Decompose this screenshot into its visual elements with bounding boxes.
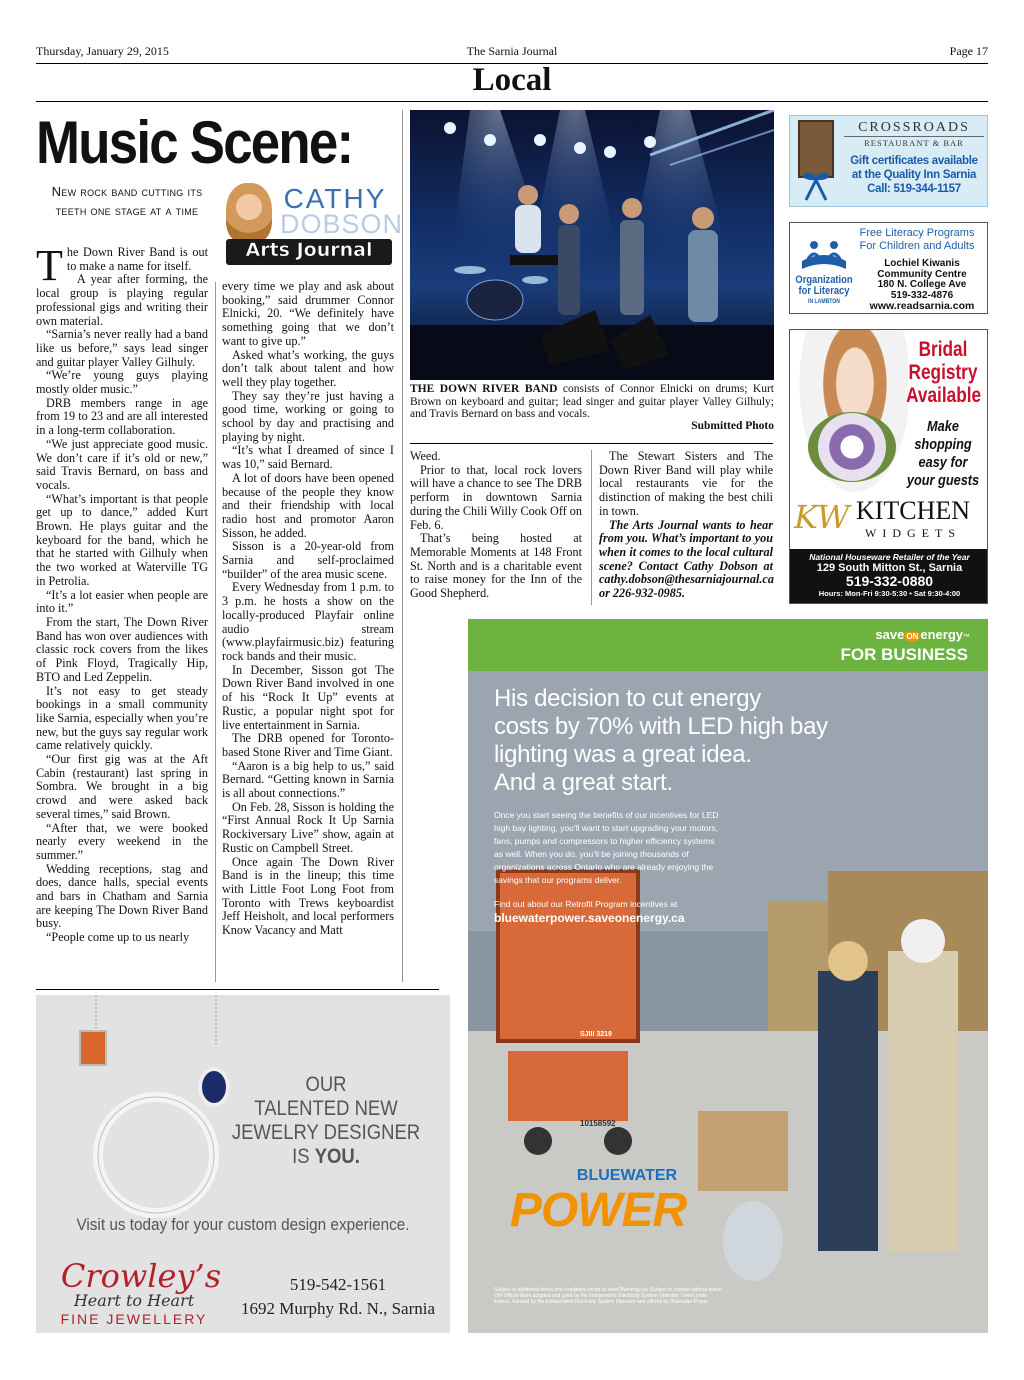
pendant-art: [36, 995, 236, 1235]
article-paragraph: A year after forming, the local group is playing regular professional gigs and writing their own material.: [36, 272, 208, 328]
article-column-1: [36, 241, 208, 945]
location-line: Community Centre: [877, 268, 967, 280]
paper-name: The Sarnia Journal: [466, 44, 558, 58]
article-paragraph: Weed.: [410, 449, 441, 463]
article-column-4: [599, 450, 773, 601]
drop-cap: T: [36, 241, 63, 290]
caption-text: consists of Connor Elnicki on drums; Kurt Brown on keyboard and guitar; lead singer and guitar player Valley Gilhuly; and Travis Bernard on bass and vocals.: [410, 383, 774, 420]
article-paragraph: “We just appreciate good music. We don’t care if it’s old or new,” said Travis Bernard, on bass and vocals.: [36, 436, 208, 492]
paragraph-text: he Down River Band is out to make a name for itself.: [66, 245, 208, 273]
brand-name: KITCHEN: [855, 496, 971, 525]
article-paragraph: Asked what’s working, the guys don’t talk about talent and how well they play together.: [222, 347, 394, 389]
save-on-energy-logo: [875, 627, 970, 642]
article-paragraph: DRB members range in age from 19 to 23 and are all interested in a long-term collaboration.: [36, 395, 208, 438]
logo-part: energy: [920, 627, 963, 642]
offer-phone: Call: 519-344-1157: [867, 183, 961, 195]
article-paragraph: It’s not easy to get steady bookings in a small community like Sarnia, especially when you’re new, but the guys say regular work came relatively quickly.: [36, 683, 208, 753]
jewellery-address: 1692 Murphy Rd. N., Sarnia: [240, 1299, 436, 1318]
crossroads-offer: [840, 154, 988, 196]
energy-header: [468, 619, 988, 671]
headline-line: TALENTED NEW: [254, 1097, 398, 1120]
article-paragraph: Once again The Down River Band is in the lineup; this time with Little Foot Long Foot from Toronto with Trews keyboardist Jeff Heisholt, and local performers Know Vacancy and Matt: [222, 854, 394, 938]
logo-on: ON: [906, 632, 919, 641]
article-paragraph: “What’s important is that people get up to dance,” added Kurt Brown. He plays guitar and the keyboard for the band, which he that he started with Gilhuly when the two worked at Waterville TG in Petrolia.: [36, 491, 208, 588]
headline-line: OUR: [305, 1073, 347, 1096]
article-paragraph: On Feb. 28, Sisson is holding the “First Annual Rock It Up Sarnia Rockiversary Live” show, again at Rustic on Campbell Street.: [222, 799, 394, 855]
crossroads-name: CROSSROADS: [844, 120, 984, 137]
headline-line: Free Literacy Programs: [859, 227, 975, 239]
store-address: 129 South Mitton St., Sarnia: [816, 562, 963, 574]
article-paragraph: They say they’re just having a good time, working or going to school by day and practising and playing by night.: [222, 388, 394, 444]
store-phone: 519-332-0880: [845, 573, 934, 589]
columnist-badge: [222, 183, 404, 267]
bridal-tagline: [905, 418, 982, 490]
bridal-title: [906, 338, 980, 407]
article-paragraph: “We’re young guys playing mostly older music.”: [36, 368, 208, 397]
bluewater-power-logo: POWER: [509, 1184, 687, 1237]
lift-id: 10158592: [580, 1119, 616, 1128]
photo-credit: Submitted Photo: [691, 420, 774, 432]
location-url[interactable]: www.readsarnia.com: [869, 300, 975, 312]
article-paragraph: “After that, we were booked nearly every weekend in the summer.”: [36, 820, 208, 862]
logo-trademark: ™: [963, 634, 970, 641]
store-hours: Hours: Mon-Fri 9:30-5:30 • Sat 9:30-4:00: [818, 589, 961, 598]
energy-url[interactable]: bluewaterpower.saveonenergy.ca: [494, 911, 685, 925]
offer-line: at the Quality Inn Sarnia: [851, 169, 977, 181]
article-headline: Music Scene:: [36, 109, 353, 176]
for-business: FOR BUSINESS: [840, 645, 968, 664]
headline-line: [229, 1145, 423, 1169]
column-rule: [591, 450, 592, 605]
article-paragraph: The DRB opened for Toronto-based Stone River and Time Giant.: [222, 731, 394, 759]
article-paragraph: The Stewart Sisters and The Down River Band will play while local restaurants vie for the distinction of making the best chili in town.: [599, 449, 773, 518]
column-rule: [402, 110, 403, 982]
article-paragraph: Every Wednesday from 1 p.m. to 3 p.m. he hosts a show on the locally-produced Playfair online audio stream (www.playfairmusic.biz) featuring rock bands and their music.: [222, 580, 394, 663]
tag-line: Make: [927, 418, 959, 435]
location-address: 180 N. College Ave: [877, 279, 967, 290]
article-paragraph: A lot of doors have been opened because of the people they know and their friendship with local radio host and promotor Aaron Sisson, he added.: [222, 470, 394, 540]
crowleys-jewellery-ad[interactable]: [36, 995, 450, 1333]
article-end-rule: [36, 989, 439, 990]
article-column-3: [410, 450, 582, 601]
folio: [36, 44, 988, 62]
issue-date: Thursday, January 29, 2015: [36, 44, 169, 58]
headline-line: lighting was a great idea.: [494, 741, 752, 768]
article-paragraph: “Our first gig was at the Aft Cabin (restaurant) last spring in Sombra. We brought in a big crowd and were asked back several times,” said Brown.: [36, 752, 208, 821]
bluewater-top: BLUEWATER: [576, 1167, 678, 1184]
kw-monogram: KW: [794, 498, 850, 536]
title-line: Available: [906, 384, 982, 407]
crossroads-sub: RESTAURANT & BAR: [864, 138, 964, 148]
page-number: Page 17: [949, 44, 988, 58]
photo-caption: [410, 383, 774, 421]
offer-line: Gift certificates available: [850, 155, 978, 167]
article-paragraph: “It’s a lot easier when people are into it.”: [36, 587, 208, 616]
title-line: Bridal: [918, 338, 968, 361]
location-phone: 519-332-4876: [890, 289, 954, 301]
article-paragraph: The Arts Journal wants to hear from you. What’s important to you when it comes to the local cultural scene? Contact Cathy Dobson at cathy.dobson@thesarniajournal.ca or 226-932-0985.: [599, 517, 774, 601]
literacy-logo: [795, 275, 853, 308]
literacy-location: [860, 259, 984, 312]
headline-line: His decision to cut energy: [494, 685, 762, 712]
energy-body: Once you start seeing the benefits of our incentives for LED high bay lighting, you’ll want to start upgrading your motors, fans, pumps and compressors to higher efficiency systems as well. When you do, you’ll be joining thousands of organizations across Ontario who are already enjoying the savings that our programs deliver.: [494, 810, 719, 885]
literacy-headline: [848, 227, 986, 253]
headline-emphasis: YOU.: [314, 1145, 360, 1168]
award-text: National Houseware Retailer of the Year: [809, 552, 970, 562]
jewellery-contact: [226, 1273, 450, 1321]
logo-line: for Literacy: [798, 285, 850, 297]
caption-rule: [410, 443, 773, 444]
store-info-bar: [790, 549, 988, 604]
crossroads-ad[interactable]: [789, 115, 988, 207]
article-paragraph: “Aaron is a big help to us,” said Bernard. “Getting known in Sarnia is all about connections.”: [222, 758, 394, 801]
energy-fine-print: Subject to additional terms and conditions found at saveONenergy.ca. Subject to change without notice. OM Official Mark adopted and used by the Independent Electricity System Operator. Used under licence. Funded by the Independent Electricity System Operator and offered by Bluewater Power.: [494, 1287, 724, 1305]
article-column-2: [222, 280, 394, 938]
article-paragraph: Sisson is a 20-year-old from Sarnia and self-proclaimed “builder” of the area music scene.: [222, 539, 394, 581]
caption-lead: THE DOWN RIVER BAND: [410, 383, 558, 395]
energy-headline: [494, 685, 974, 797]
logo-line: IN LAMBTON: [808, 299, 840, 305]
headline-line: JEWELRY DESIGNER: [231, 1121, 421, 1144]
section-title: Local: [472, 62, 552, 98]
headline-line: And a great start.: [494, 769, 673, 796]
jewellery-visit: Visit us today for your custom design experience.: [76, 1215, 410, 1234]
location-line: Lochiel Kiwanis: [884, 258, 960, 269]
literacy-ad[interactable]: [789, 222, 988, 314]
bouquet-image: [808, 412, 896, 482]
lift-label: SJIII 3219: [580, 1031, 612, 1038]
tag-line: easy for: [918, 454, 968, 471]
heart-to-heart: Heart to Heart: [73, 1291, 195, 1310]
article-paragraph: In December, Sisson got The Down River Band involved in one of his “Rock It Up” events at Rustic, a popular night spot for live entertainment in Sarnia.: [222, 662, 394, 732]
article-paragraph: Wedding receptions, stag and does, dance halls, special events and bars in Chatham and Sarnia are keeping The Down River Band busy.: [36, 861, 208, 931]
book-people-icon: [798, 235, 850, 275]
article-paragraph: “It’s what I dreamed of since I was 10,” said Bernard.: [222, 443, 394, 472]
tag-line: shopping: [914, 436, 972, 453]
headline-line: costs by 70% with LED high bay: [494, 713, 828, 740]
columnist-last-name: DOBSON: [280, 209, 404, 239]
columnist-first-name: CATHY: [283, 183, 387, 214]
headline-line: For Children and Adults: [859, 240, 975, 252]
crowleys-logo: Crowley’s: [60, 1257, 222, 1295]
column-logo: Arts Journal: [226, 239, 392, 265]
headline-fragment: IS: [292, 1145, 315, 1168]
jewellery-phone: 519-542-1561: [289, 1275, 387, 1294]
band-photo: [410, 110, 774, 380]
save-on-energy-ad[interactable]: [468, 619, 988, 1333]
logo-part: save: [875, 627, 905, 642]
article-paragraph: “Sarnia’s never really had a band like us before,” says lead singer and guitar player Valley Gilhuly.: [36, 327, 208, 369]
brand-sub: WIDGETS: [865, 526, 961, 540]
article-deck: [36, 182, 218, 220]
article-paragraph: That’s being hosted at Memorable Moments at 148 Front St. North and is a charitable event to raise money for the Inn of the Good Shepherd.: [410, 531, 582, 601]
article-paragraph: “People come up to us nearly: [46, 930, 190, 945]
section-rule: [36, 101, 988, 102]
title-line: Registry: [908, 361, 978, 384]
tag-line: your guests: [906, 472, 980, 489]
fine-jewellery: FINE JEWELLERY: [60, 1311, 208, 1327]
article-paragraph: every time we play and ask about booking,” said drummer Connor Elnicki, 20. “We definitely have something going that we don’t want to give up.”: [222, 279, 394, 348]
kitchen-widgets-ad[interactable]: [789, 329, 988, 604]
band-photo-art: [410, 110, 774, 380]
column-rule: [215, 282, 216, 982]
columnist-portrait: [226, 183, 272, 243]
article-paragraph: From the start, The Down River Band has won over audiences with classic rock covers from the likes of Pink Floyd, Tragically Hip, BTO and Led Zeppelin.: [36, 614, 208, 684]
energy-find: Find out about our Retrofit Program incentives at: [494, 899, 678, 909]
logo-line: Organization: [795, 274, 853, 286]
deck-text: New rock band cutting its teeth one stage at a time: [51, 184, 203, 218]
article-paragraph: [36, 241, 208, 290]
article-paragraph: Prior to that, local rock lovers will have a chance to see The DRB perform in downtown Sarnia during the Chili Willy Cook Off on Feb. 6.: [410, 462, 582, 532]
gift-bow-icon: [794, 166, 838, 202]
jewellery-headline: [229, 1073, 423, 1169]
